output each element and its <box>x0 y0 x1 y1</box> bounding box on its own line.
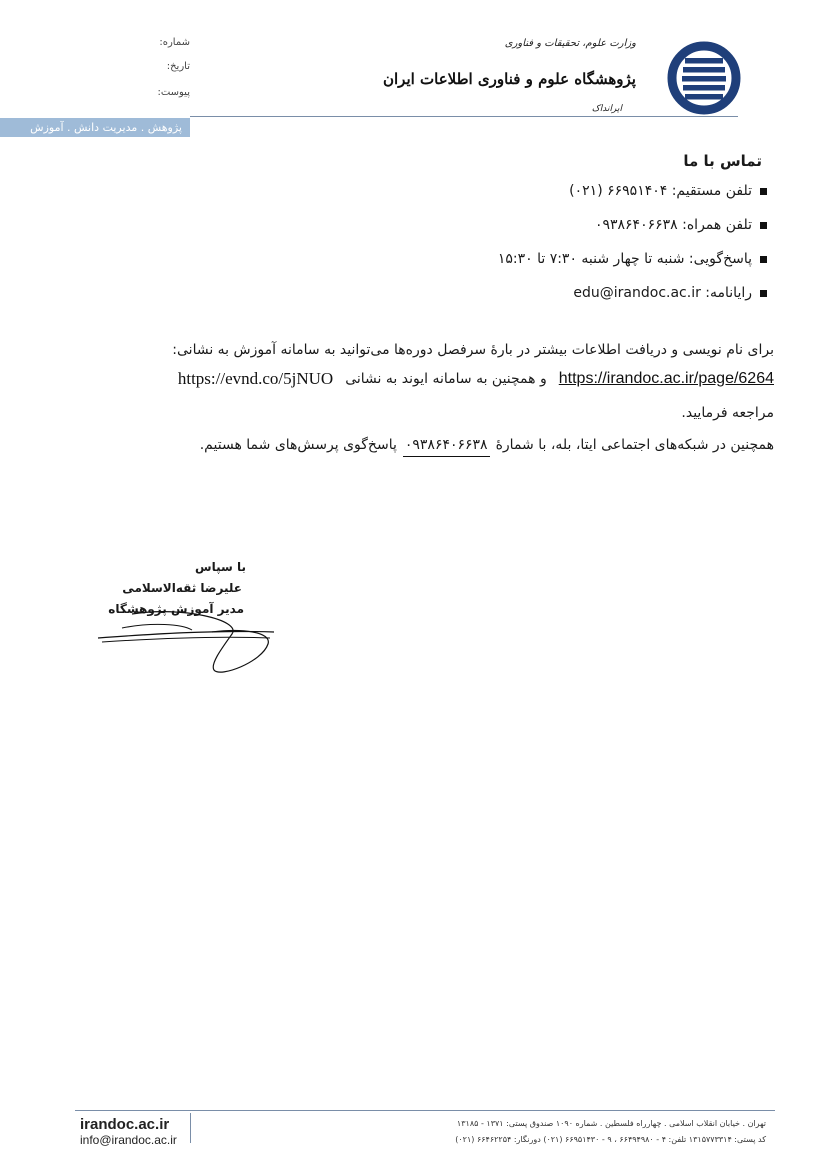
footer-email[interactable]: info@irandoc.ac.ir <box>80 1133 177 1147</box>
links-connector: و همچنین به سامانه ایوند به نشانی <box>345 371 547 387</box>
organization-short-name: ایرانداک <box>591 104 622 114</box>
bullet-icon <box>760 290 767 297</box>
signature-name: علیرضا ثقه‌الاسلامی <box>122 581 242 595</box>
links-line <box>178 368 774 390</box>
phone-direct: تلفن مستقیم: ۶۶۹۵۱۴۰۴ (۰۲۱) <box>569 183 752 199</box>
office-hours: پاسخ‌گویی: شنبه تا چهار شنبه ۷:۳۰ تا ۱۵:۳۰ <box>497 251 752 267</box>
ministry-name: وزارت علوم، تحقیقات و فناوری <box>504 38 636 49</box>
attachment-label: پیوست: <box>157 87 190 98</box>
contact-item <box>267 276 767 310</box>
date-label: تاریخ: <box>166 61 190 72</box>
evnd-link[interactable]: https://evnd.co/5jNUO <box>177 369 334 388</box>
letter-heading: تماس با ما <box>683 152 762 170</box>
course-page-link[interactable]: https://irandoc.ac.ir/page/6264 <box>558 370 774 387</box>
refer-text: مراجعه فرمایید. <box>681 405 774 421</box>
footer-address-line-2: کد پستی: ۱۳۱۵۷۷۳۳۱۴ تلفن: ۴ - ۶۶۴۹۴۹۸۰ ، ۹ - ۶۶۹۵۱۴۳۰ (۰۲۱) دورنگار: ۶۶۴۶۲۲۵۴ (۰۲۱) <box>455 1135 766 1144</box>
footer-divider <box>75 1110 775 1111</box>
bullet-icon <box>760 188 767 195</box>
bullet-icon <box>760 256 767 263</box>
organization-logo <box>664 38 744 118</box>
phone-mobile: تلفن همراه: ۰۹۳۸۶۴۰۶۶۳۸ <box>594 217 752 233</box>
contact-item <box>267 174 767 208</box>
footer-separator <box>190 1113 191 1143</box>
contact-item <box>267 242 767 276</box>
social-phone-number: ۰۹۳۸۶۴۰۶۶۳۸ <box>403 434 490 457</box>
organization-name: پژوهشگاه علوم و فناوری اطلاعات ایران <box>382 70 636 88</box>
slogan-banner: پژوهش . مدیریت دانش . آموزش <box>0 118 190 137</box>
signature-title: مدیر آموزش پژوهشگاه <box>108 602 244 616</box>
handwritten-signature <box>92 592 282 682</box>
number-label: شماره: <box>159 37 190 48</box>
social-text-end: پاسخ‌گوی پرسش‌های شما هستیم. <box>199 437 397 453</box>
bullet-icon <box>760 222 767 229</box>
footer-address-line-1: تهران . خیابان انقلاب اسلامی . چهارراه فلسطین . شماره ۱۰۹۰ صندوق پستی: ۱۳۷۱ - ۱۳۱۸۵ <box>456 1119 766 1128</box>
social-paragraph <box>200 434 774 457</box>
footer-website[interactable]: irandoc.ac.ir <box>80 1116 170 1133</box>
intro-paragraph: برای نام نویسی و دریافت اطلاعات بیشتر در بارهٔ سرفصل دوره‌ها می‌توانید به سامانه آموزش به نشانی: <box>172 342 774 358</box>
social-text-start: همچنین در شبکه‌های اجتماعی ایتا، بله، با شمارهٔ <box>495 437 774 453</box>
signature-closing: با سپاس <box>195 560 246 574</box>
header-divider <box>190 116 738 117</box>
contact-email[interactable]: رایانامه: edu@irandoc.ac.ir <box>573 285 752 301</box>
contact-item <box>267 208 767 242</box>
contact-list <box>267 174 767 310</box>
